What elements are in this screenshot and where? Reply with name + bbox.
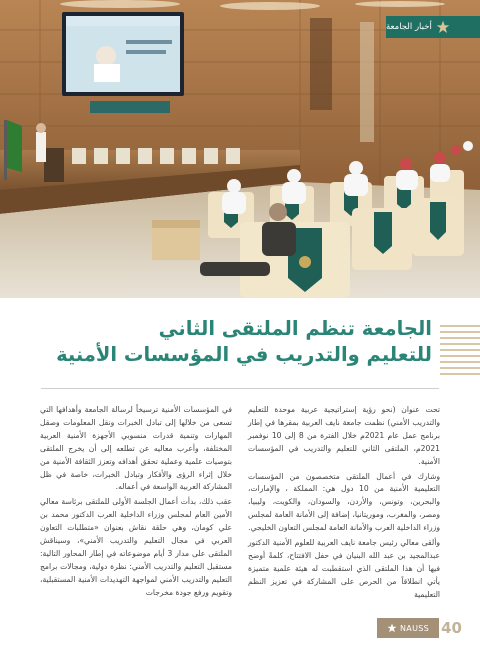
paragraph: وشارك في أعمال الملتقى متخصصون من المؤسسات التعليمية الأمنية من 10 دول هي: المملكة ، والإمارات، والبحرين، وتونس، والأردن، والسودان، والكويت، وليبيا، ومصر، والمغرب، وموريتانيا، إضافة إلى الأمانة العامة لمجلس وزراء الداخلية العرب والأمانة العامة لمجلس التعاون الخليجي. (248, 471, 440, 533)
page-number: 40 (441, 619, 462, 637)
section-tag (386, 16, 480, 38)
hero-photo (0, 0, 480, 298)
nauss-star-logo-icon (387, 623, 397, 633)
paragraph: عقب ذلك، بدأت أعمال الجلسة الأولى للملتقى برئاسة معالي الأمين العام لمجلس وزراء الداخلية العرب الدكتور محمد بن علي كومان، وهي حلقة نقاش بعنوان «متطلبات التعاون العربي في مجال التعليم والتدريب الأمني»، وسيناقش الملتقى على مدار 3 أيام موضوعاته في إطار المحاور التالية: مستقبل التعليم والتدريب الأمني: نظرة دولية، ومجالات برامج التعليم والتدريب الأمني لمواجهة التهديدات الأمنية المستقبلية، وتقويم ورفع جودة مخرجات (40, 497, 232, 597)
star-emblem-icon (436, 20, 450, 34)
article-headline (52, 316, 432, 367)
body-column-right (248, 404, 440, 604)
footer-brand: NAUSS (400, 623, 429, 633)
divider (41, 388, 439, 389)
paragraph: في المؤسسات الأمنية ترسيخاً لرسالة الجامعة وأهدافها التي تسعى من خلالها إلى تبادل الخبرات ونقل المعلومات وصقل المهارات وتنمية قدرات منسوبي الأجهزة الأمنية العربية المختلفة، وأعرب معاليه عن تطلعه إلى أن يخرج الملتقى بتوصيات علمية وعملية تحقق أهدافه وتعزز الثقافة الأمنية من خلال إثراء الرؤى والأفكار وتبادل الخبرات، خاصة في ظل المشاركة العربية الواسعة في أعماله. (40, 405, 232, 492)
body-column-left (40, 404, 232, 602)
paragraph: وألقى معالي رئيس جامعة نايف العربية للعلوم الأمنية الدكتور عبدالمجيد بن عبد الله البنيان في حفل الافتتاح، كلمةً أوضح فيها أن هذا الملتقى الذي استقطبت له هيئة علمية متميزة يأتي انطلاقاً من الحرص على المشاركة في تعزيز النظم التعليمية (248, 538, 440, 599)
decorative-lines (440, 325, 480, 381)
auditorium-scene (0, 0, 480, 298)
footer-brand-bar (377, 618, 439, 638)
section-tag-label: أخبار الجامعة (386, 22, 432, 32)
headline-line-1: الجامعة تنظم الملتقى الثاني (158, 317, 432, 340)
paragraph: تحت عنوان (نحو رؤية إستراتيجية عربية موحدة للتعليم والتدريب الأمني) نظمت جامعة نايف العربية بمقرها في إطار برنامج عمل عام 2021م خلال الفترة من 8 إلى 10 نوفمبر 2021م، الملتقى الثاني للتعليم والتدريب في المؤسسات الأمنية. (248, 405, 440, 466)
headline-line-2: للتعليم والتدريب في المؤسسات الأمنية (56, 342, 432, 366)
